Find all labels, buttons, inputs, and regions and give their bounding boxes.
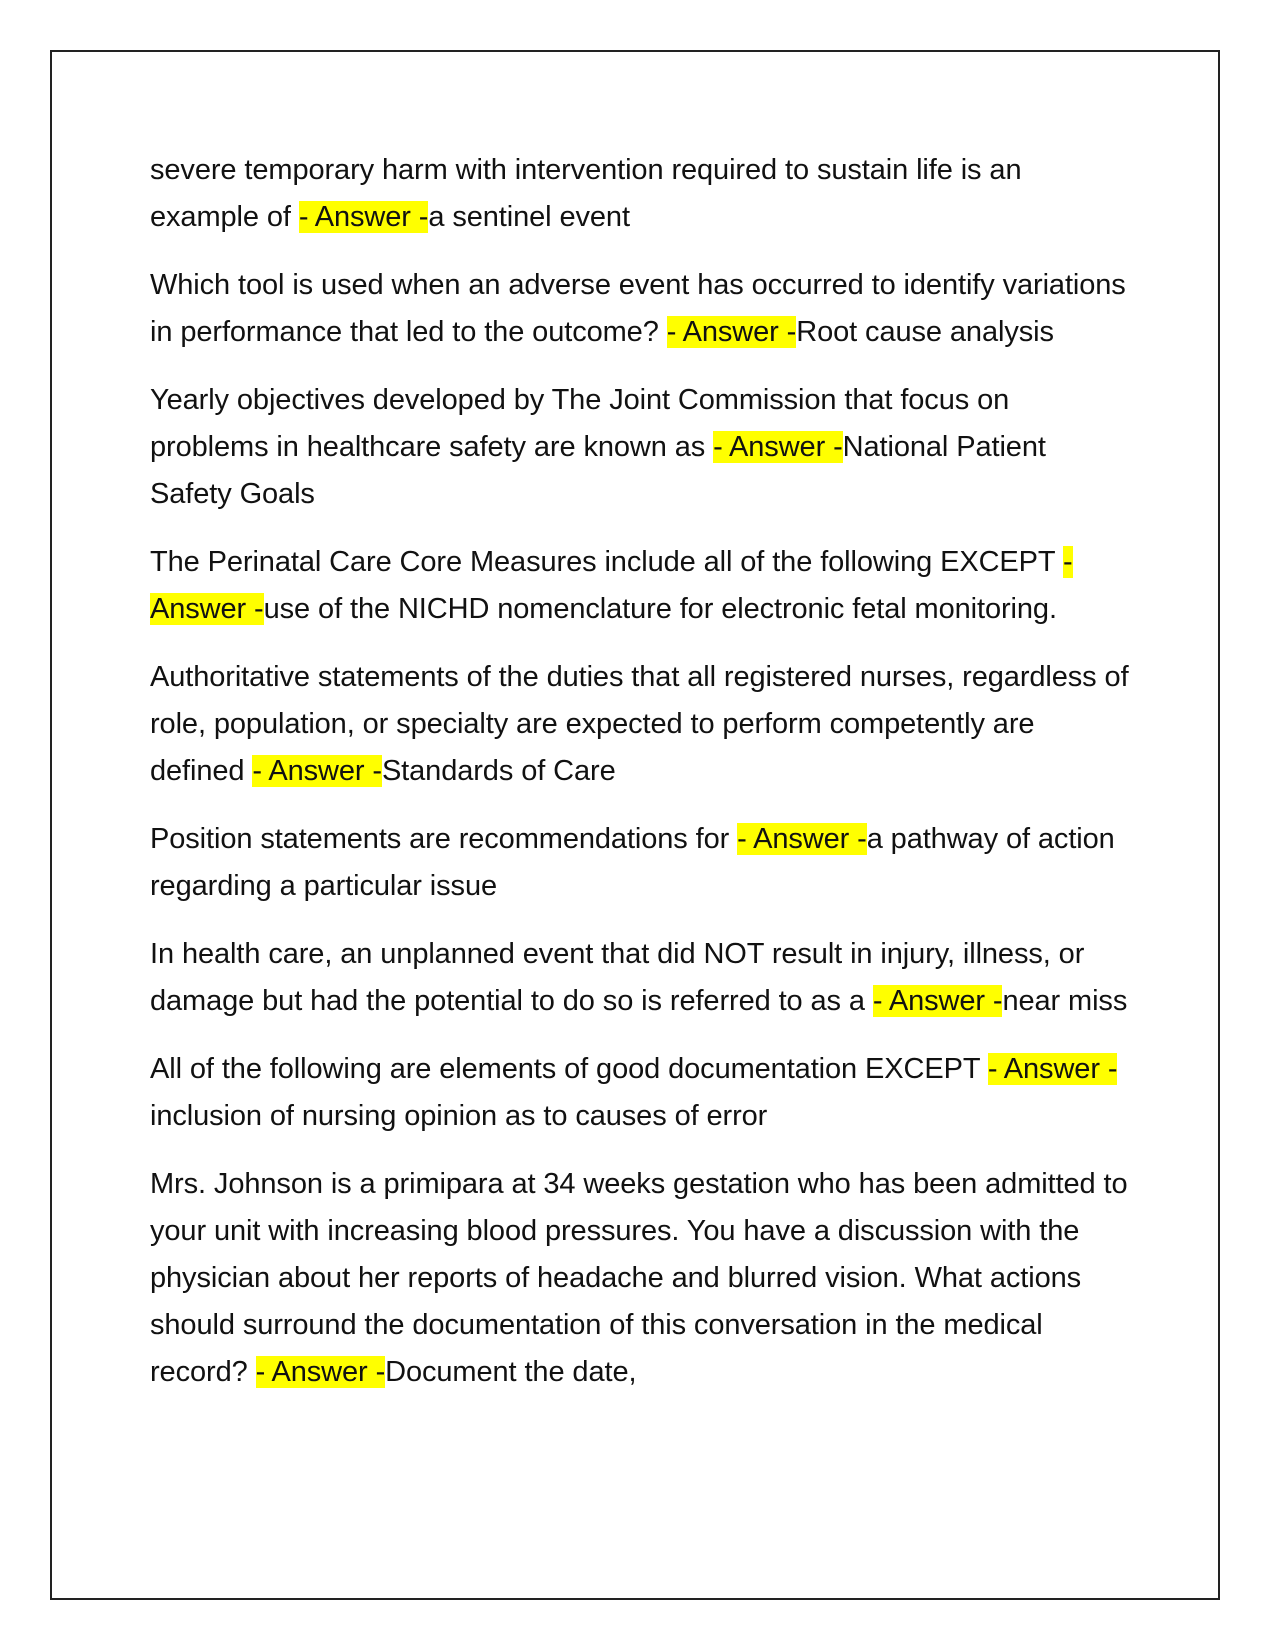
question-text: Position statements are recommendations for: [150, 823, 738, 855]
answer-marker: - Answer -: [252, 755, 382, 787]
answer-text: a pathway of action regarding a particular issue: [150, 823, 1115, 902]
qa-item: [150, 377, 1130, 518]
qa-item: [150, 262, 1130, 356]
qa-item: [150, 654, 1130, 795]
question-text: Which tool is used when an adverse event has occurred to identify variations in performance that led to the outcome?: [150, 269, 1126, 348]
answer-text: Document the date,: [385, 1356, 637, 1388]
answer-marker: - Answer -: [150, 546, 1073, 625]
answer-marker: - Answer -: [872, 985, 1003, 1017]
answer-text: National Patient Safety Goals: [150, 431, 1046, 510]
answer-text: inclusion of nursing opinion as to causes of error: [150, 1100, 768, 1132]
question-text: The Perinatal Care Core Measures include all of the following EXCEPT: [150, 546, 1063, 578]
question-text: Authoritative statements of the duties that all registered nurses, regardless of role, population, or specialty are expected to perform competently are defined: [150, 661, 1129, 787]
qa-item: [150, 539, 1130, 633]
answer-text: Root cause analysis: [796, 316, 1054, 348]
answer-marker: - Answer -: [737, 823, 867, 855]
qa-item: [150, 816, 1130, 910]
question-text: Yearly objectives developed by The Joint Commission that focus on problems in healthcare safety are known as: [150, 384, 1010, 463]
question-text: In health care, an unplanned event that did NOT result in injury, illness, or damage but had the potential to do so is referred to as a: [150, 938, 1085, 1017]
question-text: All of the following are elements of good documentation EXCEPT: [150, 1053, 988, 1085]
document-body: [150, 147, 1130, 1417]
qa-item: [150, 147, 1130, 241]
answer-text: near miss: [1002, 985, 1128, 1017]
answer-marker: - Answer -: [987, 1053, 1118, 1085]
answer-marker: - Answer -: [298, 201, 429, 233]
question-text: Mrs. Johnson is a primipara at 34 weeks gestation who has been admitted to your unit with increasing blood pressures. You have a discussion with the physician about her reports of headache and blurred vision. What actions should surround the documentation of this conversation in the medical record?: [150, 1168, 1128, 1388]
answer-marker: - Answer -: [666, 316, 797, 348]
qa-item: [150, 1046, 1130, 1140]
answer-text: a sentinel event: [428, 201, 630, 233]
answer-text: use of the NICHD nomenclature for electronic fetal monitoring.: [263, 593, 1057, 625]
qa-item: [150, 931, 1130, 1025]
answer-marker: - Answer -: [713, 431, 843, 463]
answer-marker: - Answer -: [255, 1356, 386, 1388]
qa-item: [150, 1161, 1130, 1396]
question-text: severe temporary harm with intervention required to sustain life is an example of: [150, 154, 1022, 233]
answer-text: Standards of Care: [381, 755, 616, 787]
